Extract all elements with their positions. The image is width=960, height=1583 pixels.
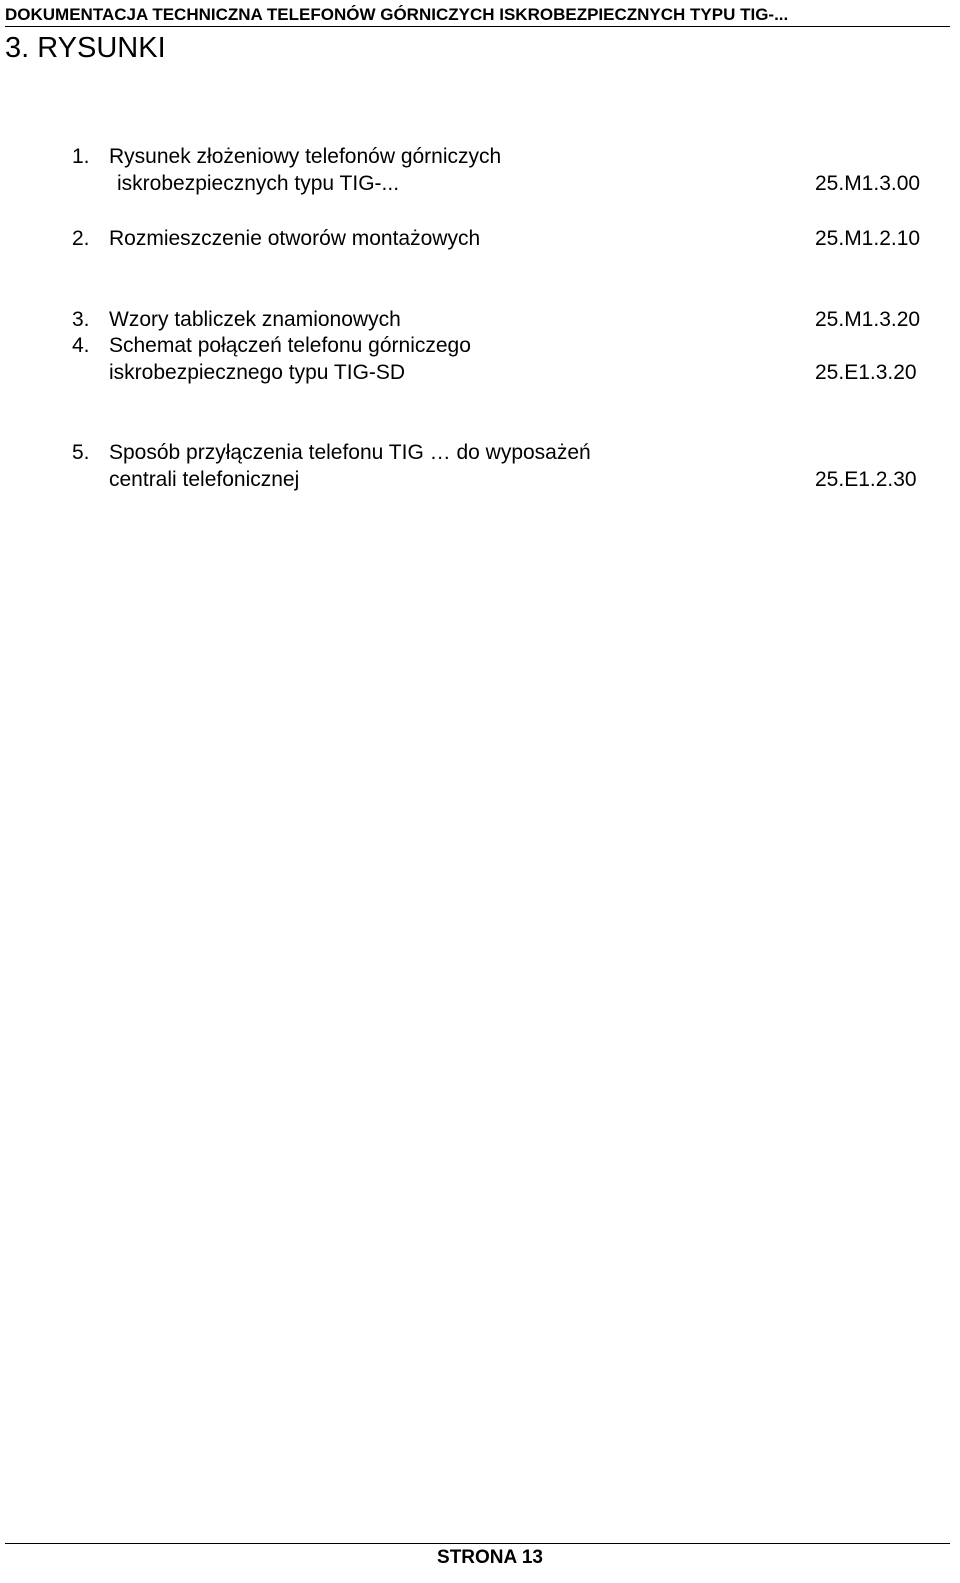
drawing-entry-line [72,439,932,466]
drawing-title: Rozmieszczenie otworów montażowych [109,227,481,250]
drawing-entry-line [72,332,932,359]
drawing-title: Schemat połączeń telefonu górniczego [109,334,471,357]
drawing-number: 2. [72,227,90,250]
drawing-entry-line [72,306,932,333]
footer-divider [5,1543,950,1544]
drawing-title: Rysunek złożeniowy telefonów górniczych [109,145,502,168]
drawing-entry-line [72,225,932,252]
drawing-entry-line [72,359,932,386]
drawing-title-continued: iskrobezpiecznych typu TIG-... [117,172,400,195]
drawing-number: 3. [72,308,90,331]
page-number: STRONA 13 [437,1547,543,1568]
drawing-code: 25.M1.3.00 [815,172,921,195]
drawing-code: 25.E1.2.30 [815,468,917,491]
drawing-code: 25.E1.3.20 [815,361,917,384]
section-title: 3. RYSUNKI [5,32,166,64]
drawing-entry-line [72,170,932,197]
drawing-entry-line [72,466,932,493]
drawing-number: 1. [72,145,90,168]
drawing-title: Sposób przyłączenia telefonu TIG … do wyposażeń [109,441,591,464]
drawing-entry-line [72,143,932,170]
header-divider [5,26,950,27]
drawing-title-continued: centrali telefonicznej [109,468,300,491]
drawing-title-continued: iskrobezpiecznego typu TIG-SD [109,361,406,384]
drawing-number: 5. [72,441,90,464]
drawing-title: Wzory tabliczek znamionowych [109,308,401,331]
drawing-entry [72,225,932,252]
drawing-entry [72,332,932,386]
drawing-entry [72,306,932,333]
document-header: DOKUMENTACJA TECHNICZNA TELEFONÓW GÓRNICZYCH ISKROBEZPIECZNYCH TYPU TIG-... [5,5,789,24]
drawing-code: 25.M1.3.20 [815,308,921,331]
drawing-code: 25.M1.2.10 [815,227,921,250]
drawing-entry [72,439,932,493]
drawing-entry [72,143,932,197]
drawing-number: 4. [72,334,90,357]
